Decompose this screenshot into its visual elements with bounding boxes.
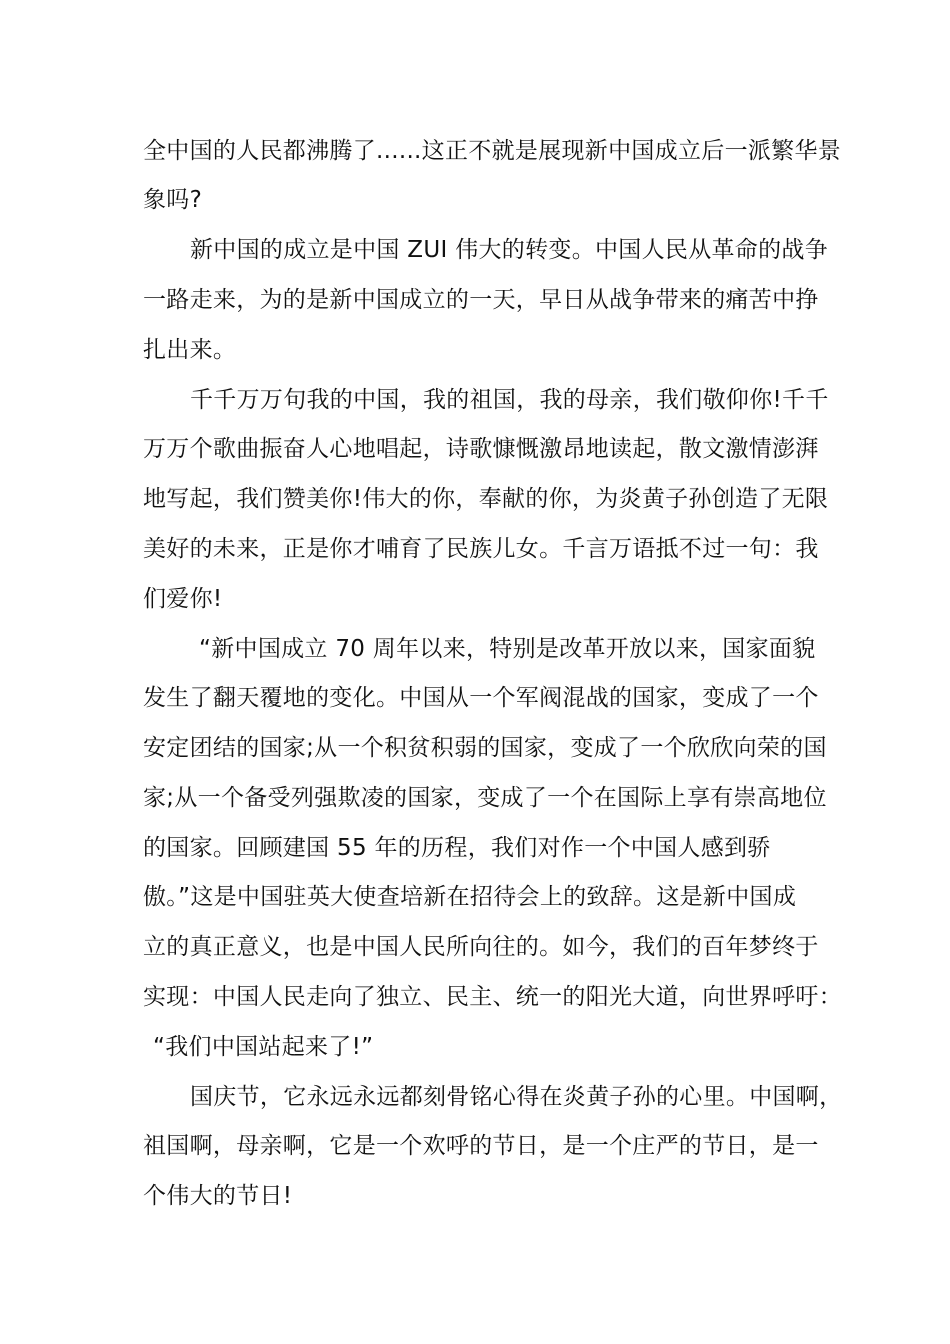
text-line: 傲。”这是中国驻英大使查培新在招待会上的致辞。这是新中国成 <box>143 884 797 910</box>
text-line: 扎出来。 <box>143 337 237 363</box>
text-line: 实现：中国人民走向了独立、民主、统一的阳光大道，向世界呼吁： <box>143 984 842 1010</box>
text-line: 个伟大的节日! <box>143 1183 293 1209</box>
text-line: 安定团结的国家;从一个积贫积弱的国家，变成了一个欣欣向荣的国 <box>143 735 827 761</box>
paragraph-start-line: 国庆节，它永远永远都刻骨铭心得在炎黄子孙的心里。中国啊， <box>190 1084 843 1110</box>
text-line: 家;从一个备受列强欺凌的国家，变成了一个在国际上享有崇高地位 <box>143 785 827 811</box>
paragraph-start-line: 新中国的成立是中国 ZUI 伟大的转变。中国人民从革命的战争 <box>190 237 828 263</box>
text-line: 立的真正意义，也是中国人民所向往的。如今，我们的百年梦终于 <box>143 934 819 960</box>
text-line: 全中国的人民都沸腾了......这正不就是展现新中国成立后一派繁华景 <box>143 138 842 164</box>
text-line: 美好的未来，正是你才哺育了民族儿女。千言万语抵不过一句：我 <box>143 536 819 562</box>
text-line: 一路走来，为的是新中国成立的一天，早日从战争带来的痛苦中挣 <box>143 287 819 313</box>
text-line: 象吗? <box>143 187 203 213</box>
text-line: 的国家。回顾建国 55 年的历程，我们对作一个中国人感到骄 <box>143 835 771 861</box>
text-line: 发生了翻天覆地的变化。中国从一个军阀混战的国家，变成了一个 <box>143 685 819 711</box>
text-line: 祖国啊，母亲啊，它是一个欢呼的节日，是一个庄严的节日，是一 <box>143 1133 819 1159</box>
paragraph-start-line: “新中国成立 70 周年以来，特别是改革开放以来，国家面貌 <box>199 636 816 662</box>
text-line: 们爱你! <box>143 586 223 612</box>
text-line: “我们中国站起来了!” <box>153 1034 374 1060</box>
text-line: 地写起，我们赞美你!伟大的你，奉献的你，为炎黄子孙创造了无限 <box>143 486 829 512</box>
text-line: 万万个歌曲振奋人心地唱起，诗歌慷慨激昂地读起，散文激情澎湃 <box>143 436 819 462</box>
paragraph-start-line: 千千万万句我的中国，我的祖国，我的母亲，我们敬仰你!千千 <box>190 387 829 413</box>
